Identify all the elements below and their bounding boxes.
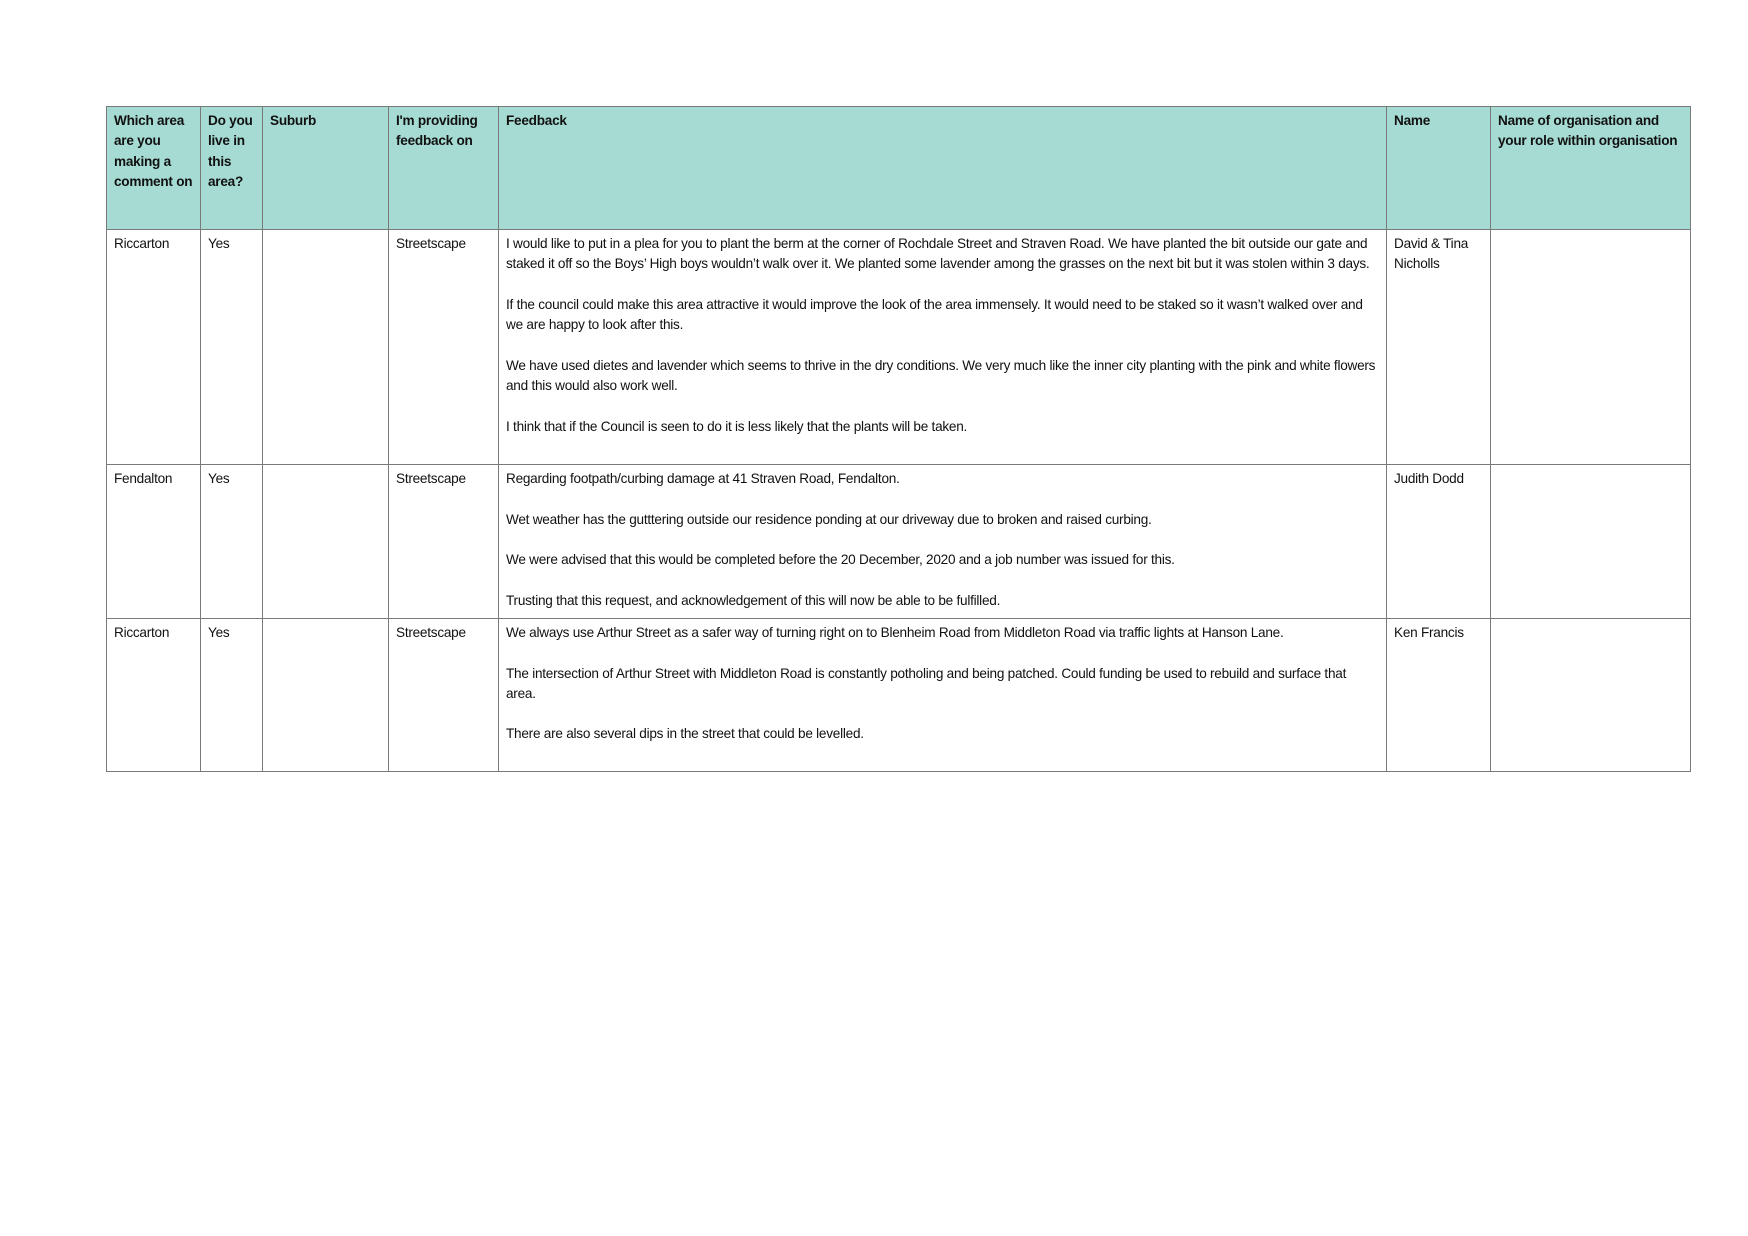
feedback-paragraph: There are also several dips in the street that could be levelled. <box>506 726 864 742</box>
header-row <box>107 107 1691 230</box>
cell-feedback-on: Streetscape <box>389 230 499 465</box>
feedback-paragraph: We have used dietes and lavender which seems to thrive in the dry conditions. We very much like the inner city planting with the pink and white flowers and this would also work well. <box>506 357 1376 394</box>
header-organisation: Name of organisation and your role within organisation <box>1491 107 1691 230</box>
feedback-paragraph: If the council could make this area attractive it would improve the look of the area immensely. It would need to be staked so it wasn’t walked over and we are happy to look after this. <box>506 296 1363 333</box>
cell-suburb <box>263 619 389 772</box>
cell-live-in-area: Yes <box>201 230 263 465</box>
cell-organisation <box>1491 465 1691 619</box>
header-feedback-on: I'm providing feedback on <box>389 107 499 230</box>
cell-live-in-area: Yes <box>201 619 263 772</box>
feedback-paragraph: Wet weather has the gutttering outside our residence ponding at our driveway due to broken and raised curbing. <box>506 511 1152 527</box>
cell-suburb <box>263 465 389 619</box>
cell-area: Riccarton <box>107 619 201 772</box>
header-suburb: Suburb <box>263 107 389 230</box>
table-row <box>107 619 1691 772</box>
cell-area: Riccarton <box>107 230 201 465</box>
feedback-paragraph: We were advised that this would be completed before the 20 December, 2020 and a job number was issued for this. <box>506 552 1175 568</box>
feedback-paragraph: The intersection of Arthur Street with Middleton Road is constantly potholing and being patched. Could funding be used to rebuild and surface that area. <box>506 665 1347 701</box>
cell-feedback <box>499 230 1387 465</box>
table-row <box>107 230 1691 465</box>
cell-name: Ken Francis <box>1387 619 1491 772</box>
feedback-paragraph: Regarding footpath/curbing damage at 41 Straven Road, Fendalton. <box>506 471 900 486</box>
cell-feedback <box>499 465 1387 619</box>
cell-area: Fendalton <box>107 465 201 619</box>
feedback-paragraph: We always use Arthur Street as a safer way of turning right on to Blenheim Road from Middleton Road via traffic lights at Hanson Lane. <box>506 625 1284 640</box>
cell-feedback-on: Streetscape <box>389 619 499 772</box>
feedback-paragraph: I think that if the Council is seen to do it is less likely that the plants will be taken. <box>506 418 968 434</box>
cell-live-in-area: Yes <box>201 465 263 619</box>
table-row <box>107 465 1691 619</box>
header-name: Name <box>1387 107 1491 230</box>
header-live-in-area: Do you live in this area? <box>201 107 263 230</box>
feedback-paragraph: Trusting that this request, and acknowledgement of this will now be able to be fulfilled. <box>506 592 1001 608</box>
feedback-paragraph: I would like to put in a plea for you to plant the berm at the corner of Rochdale Street and Straven Road. We have planted the bit outside our gate and staked it off so the Boys’ High boys wouldn’t walk over it. We planted some lavender among the grasses on the next bit but it was stolen within 3 days. <box>506 236 1370 272</box>
cell-feedback-on: Streetscape <box>389 465 499 619</box>
cell-name: David & Tina Nicholls <box>1387 230 1491 465</box>
cell-suburb <box>263 230 389 465</box>
feedback-table <box>106 106 1691 772</box>
cell-organisation <box>1491 230 1691 465</box>
header-feedback: Feedback <box>499 107 1387 230</box>
header-area: Which area are you making a comment on <box>107 107 201 230</box>
cell-organisation <box>1491 619 1691 772</box>
cell-name: Judith Dodd <box>1387 465 1491 619</box>
cell-feedback <box>499 619 1387 772</box>
